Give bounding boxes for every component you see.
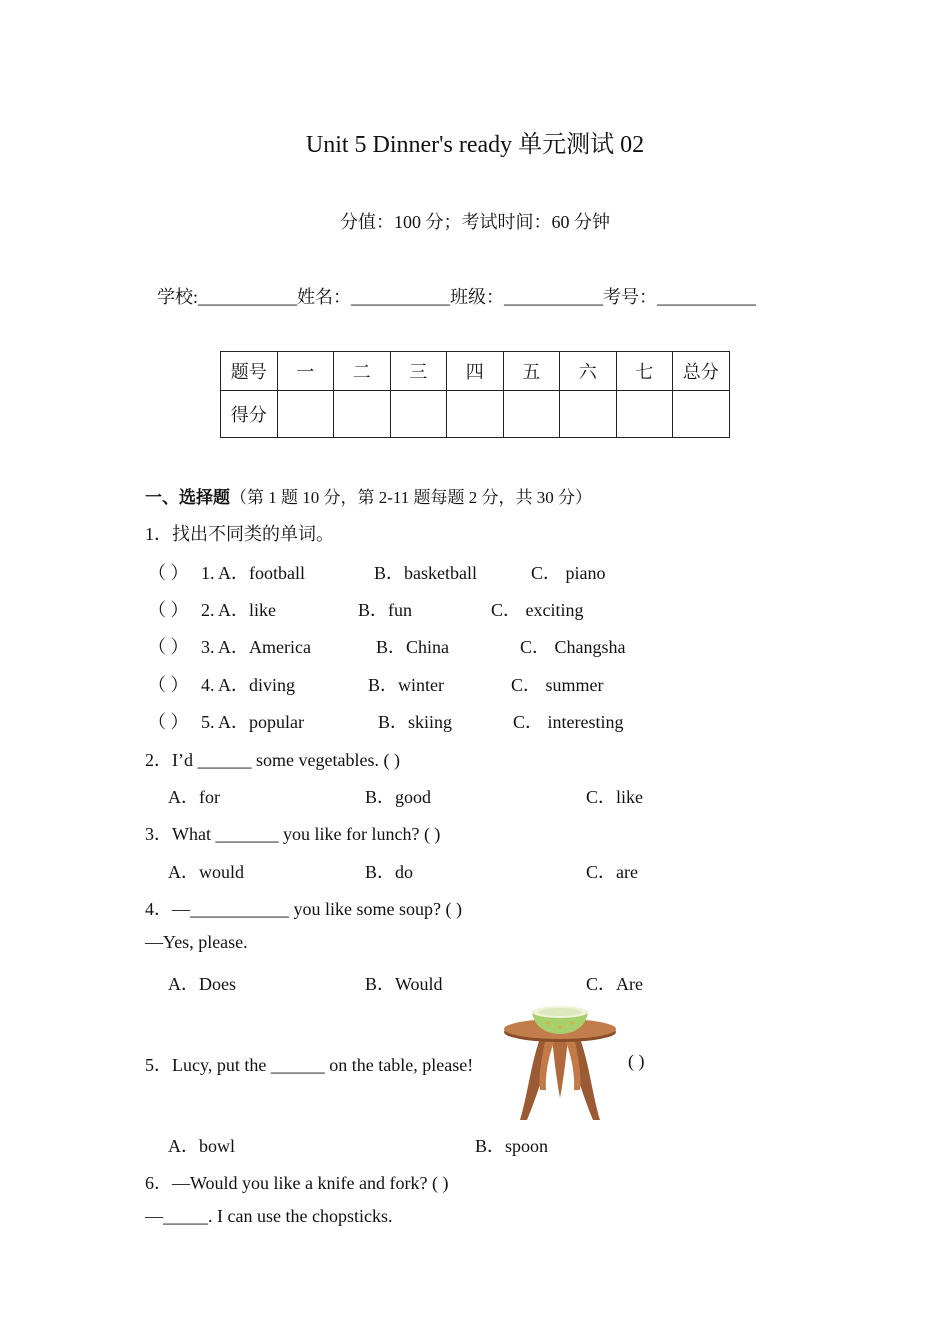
score-cell: 五 <box>503 352 560 391</box>
section-heading <box>145 483 592 508</box>
q1-item-option-a: 5. A．popular <box>201 712 304 732</box>
score-input-cell[interactable] <box>390 391 447 438</box>
q4-option-a[interactable]: A．Does <box>168 974 236 994</box>
score-cell: 七 <box>616 352 673 391</box>
score-table-score-row <box>221 391 730 438</box>
q3-stem: 3．What _______ you like for lunch? ( ) <box>145 824 441 844</box>
q1-item-option-a: 1. A．football <box>201 563 305 583</box>
q1-item-option-b: B．skiing <box>378 712 453 732</box>
score-cell: 六 <box>560 352 617 391</box>
score-input-cell[interactable] <box>560 391 617 438</box>
q3-option-b[interactable]: B．do <box>365 862 414 882</box>
q6-reply: —_____. I can use the chopsticks. <box>145 1206 393 1226</box>
q5-option-b[interactable]: B．spoon <box>475 1136 549 1156</box>
q1-item-option-a: 3. A．America <box>201 637 311 657</box>
q1-item-option-c: C． summer <box>511 675 604 695</box>
q6-stem: 6．—Would you like a knife and fork? ( ) <box>145 1173 449 1193</box>
score-cell: 三 <box>390 352 447 391</box>
q4-option-b[interactable]: B．Would <box>365 974 443 994</box>
score-table <box>220 351 730 438</box>
q5-option-a[interactable]: A．bowl <box>168 1136 235 1156</box>
answer-paren[interactable]: ( ) <box>628 1051 645 1071</box>
score-cell: 总分 <box>673 352 730 391</box>
q4-option-c[interactable]: C．Are <box>586 974 643 994</box>
q1-item-option-a: 2. A．like <box>201 600 276 620</box>
answer-paren[interactable]: （ ） <box>148 563 189 583</box>
section-heading-note: （第 1 题 10 分，第 2-11 题每题 2 分，共 30 分） <box>230 488 593 507</box>
q1-item-option-c: C． piano <box>531 563 606 583</box>
q2-stem: 2．I’d ______ some vegetables. ( ) <box>145 750 400 770</box>
student-info-line: 学校:___________姓名：___________班级：___________考号：___________ <box>157 287 756 307</box>
q2-option-a[interactable]: A．for <box>168 787 220 807</box>
bowl-on-table-illustration <box>500 998 620 1122</box>
q1-item-option-a: 4. A．diving <box>201 675 296 695</box>
score-cell: 四 <box>447 352 504 391</box>
score-input-cell[interactable] <box>277 391 334 438</box>
score-cell: 题号 <box>221 352 278 391</box>
q3-option-c[interactable]: C．are <box>586 862 638 882</box>
q2-option-c[interactable]: C．like <box>586 787 643 807</box>
exam-subtitle: 分值：100 分；考试时间：60 分钟 <box>340 212 610 232</box>
answer-paren[interactable]: （ ） <box>148 712 189 732</box>
q1-item-option-b: B．winter <box>368 675 444 695</box>
q2-option-b[interactable]: B．good <box>365 787 432 807</box>
q5-stem: 5．Lucy, put the ______ on the table, please! <box>145 1055 474 1075</box>
q3-option-a[interactable]: A．would <box>168 862 244 882</box>
q1-item-option-b: B．basketball <box>374 563 477 583</box>
answer-paren[interactable]: （ ） <box>148 675 189 695</box>
q4-reply: —Yes, please. <box>145 932 248 952</box>
q1-item-option-b: B．China <box>376 637 450 657</box>
score-input-cell[interactable] <box>447 391 504 438</box>
q1-item-option-c: C． exciting <box>491 600 584 620</box>
score-input-cell[interactable] <box>503 391 560 438</box>
section-heading-bold: 一、选择题 <box>145 488 230 507</box>
answer-paren[interactable]: （ ） <box>148 600 189 620</box>
page-title: Unit 5 Dinner's ready 单元测试 02 <box>305 132 645 158</box>
answer-paren[interactable]: （ ） <box>148 637 189 657</box>
score-cell: 二 <box>334 352 391 391</box>
score-row-label: 得分 <box>221 391 278 438</box>
q4-stem: 4．—___________ you like some soup? ( ) <box>145 899 462 919</box>
q1-item-option-b: B．fun <box>358 600 412 620</box>
q1-item-option-c: C． Changsha <box>520 637 626 657</box>
q1-stem: 1．找出不同类的单词。 <box>145 524 334 544</box>
score-input-cell[interactable] <box>673 391 730 438</box>
score-cell: 一 <box>277 352 334 391</box>
q1-item-option-c: C． interesting <box>513 712 624 732</box>
score-input-cell[interactable] <box>334 391 391 438</box>
score-input-cell[interactable] <box>616 391 673 438</box>
score-table-header-row <box>221 352 730 391</box>
